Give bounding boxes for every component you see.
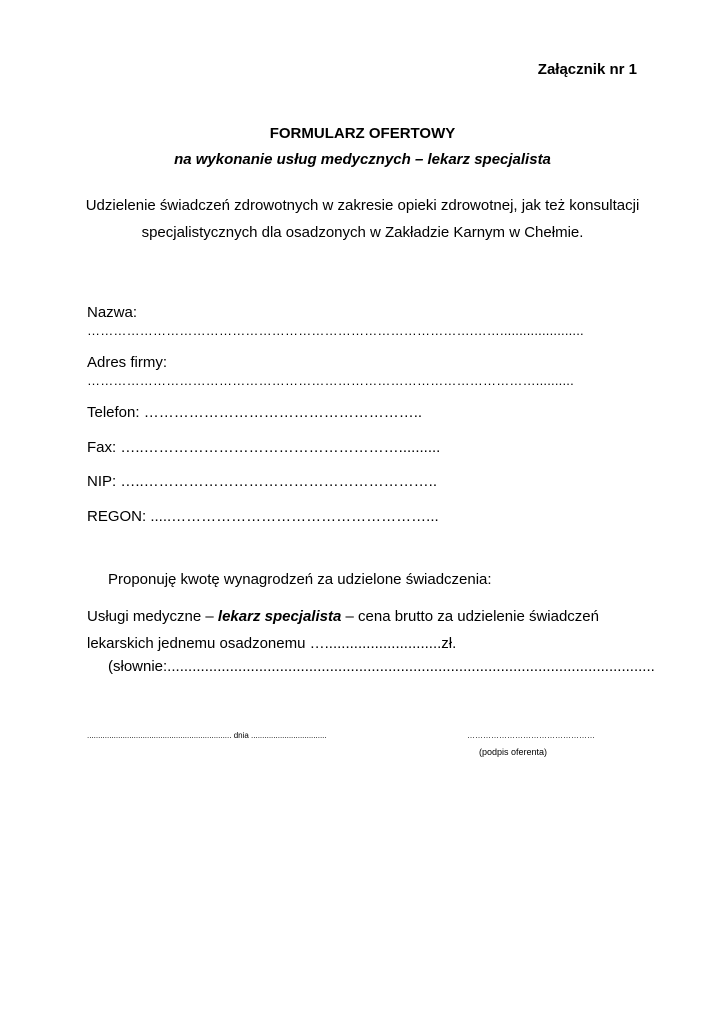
propose-text: Proponuję kwotę wynagrodzeń za udzielone świadczenia: [108, 571, 492, 588]
services-suffix: – cena brutto za udzielenie świadczeń [341, 608, 599, 625]
place-date-field[interactable]: ................................................................. dnia .................................. [87, 731, 327, 740]
regon-field[interactable]: REGON: .....……………………………………………... [87, 508, 439, 525]
form-subtitle: na wykonanie usług medycznych – lekarz specjalista [174, 151, 551, 168]
nip-field[interactable]: NIP: …..………………………………………………….. [87, 473, 438, 490]
services-line-1 [87, 603, 647, 630]
signature-caption: (podpis oferenta) [479, 747, 548, 757]
intro-line-1: Udzielenie świadczeń zdrowotnych w zakresie opieki zdrowotnej, jak też konsultacji [85, 197, 640, 214]
intro-paragraph [60, 192, 665, 246]
attachment-label: Załącznik nr 1 [537, 61, 637, 78]
address-field[interactable]: ………………………………………………………………………………………….......... [87, 373, 574, 388]
phone-field[interactable]: Telefon: ……………………………………………….. [87, 404, 423, 421]
amount-in-words-field[interactable]: (słownie:..................................................................................................................... [108, 658, 655, 675]
services-prefix: Usługi medyczne – [87, 608, 218, 625]
fax-field[interactable]: Fax: …..…………………………………………….......... [87, 439, 441, 456]
services-paragraph [87, 603, 647, 657]
intro-line-2: specjalistycznych dla osadzonych w Zakładzie Karnym w Chełmie. [141, 224, 584, 241]
signature-field[interactable]: ………………………………………… [467, 731, 595, 740]
form-title: FORMULARZ OFERTOWY [269, 125, 456, 142]
services-role: lekarz specjalista [217, 608, 342, 625]
name-label: Nazwa: [87, 304, 138, 321]
services-line-2[interactable]: lekarskich jednemu osadzonemu …............................zł. [87, 635, 457, 652]
name-field[interactable]: …………………………………………………………………………….……...................... [87, 323, 584, 338]
address-label: Adres firmy: [87, 354, 168, 371]
